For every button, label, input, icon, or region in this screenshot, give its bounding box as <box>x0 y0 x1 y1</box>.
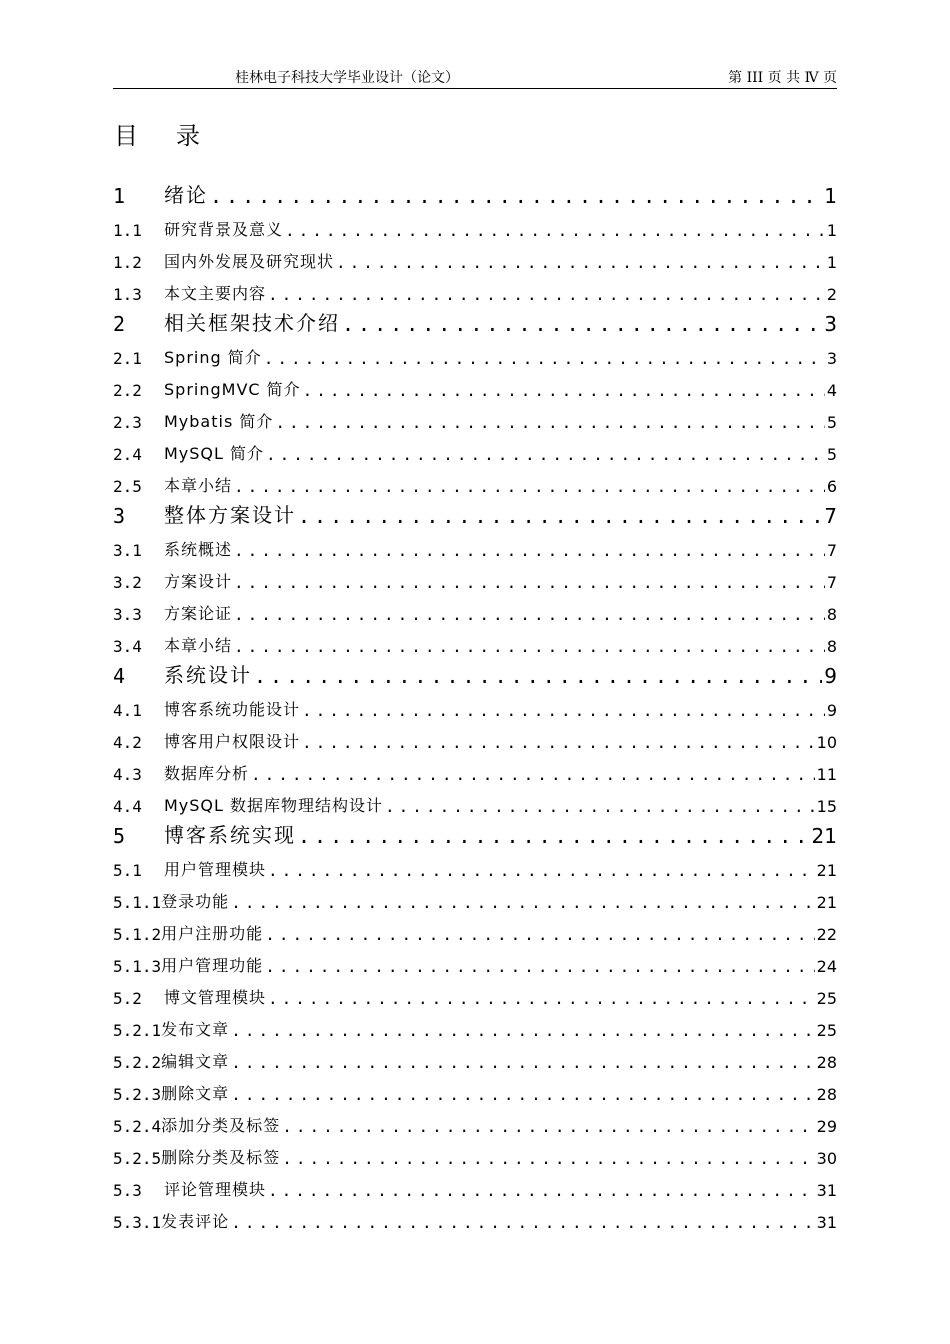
toc-entry-page: 10 <box>816 733 837 752</box>
toc-entry-page: 7 <box>826 573 837 592</box>
toc-entry-page: 28 <box>816 1085 837 1104</box>
toc-entry[interactable] <box>113 212 837 244</box>
toc-entry-title: 本章小结 <box>164 476 233 495</box>
toc-entry-number: 1.1 <box>113 221 142 240</box>
toc-entry-title: 整体方案设计 <box>164 503 296 527</box>
toc-entry[interactable] <box>113 852 837 884</box>
toc-entry-page: 3 <box>824 312 837 336</box>
toc-entry[interactable] <box>113 916 837 948</box>
toc-dot-leader <box>302 701 825 724</box>
toc-entry[interactable] <box>113 564 837 596</box>
toc-entry[interactable] <box>113 1012 837 1044</box>
toc-dot-leader <box>231 1085 814 1108</box>
toc-entry-title: 本章小结 <box>164 636 233 655</box>
toc-entry-page: 7 <box>826 541 837 560</box>
toc-entry-number: 2.2 <box>113 381 142 400</box>
toc-entry-number: 1 <box>113 184 126 208</box>
toc-dot-leader <box>282 1117 814 1140</box>
toc-entry-number: 5.1.1 <box>113 893 162 912</box>
toc-entry[interactable] <box>113 436 837 468</box>
toc-entry-number: 1.3 <box>113 285 142 304</box>
toc-entry-page: 31 <box>816 1181 837 1200</box>
toc-entry-number: 5.3 <box>113 1181 142 1200</box>
toc-dot-leader <box>265 925 814 948</box>
toc-entry[interactable] <box>113 660 837 692</box>
toc-dot-leader <box>298 824 810 852</box>
toc-dot-leader <box>265 957 814 980</box>
toc-entry-number: 5.1.3 <box>113 957 162 976</box>
toc-entry-page: 8 <box>826 637 837 656</box>
toc-dot-leader <box>282 1149 814 1172</box>
toc-entry[interactable] <box>113 724 837 756</box>
toc-heading: 目录 <box>114 122 238 150</box>
toc-entry-title: 方案论证 <box>164 604 233 623</box>
table-of-contents <box>113 180 837 1236</box>
toc-entry-page: 8 <box>826 605 837 624</box>
toc-entry-number: 3.4 <box>113 637 142 656</box>
toc-entry-number: 5.2.5 <box>113 1149 162 1168</box>
toc-entry-title: 用户管理功能 <box>161 956 264 975</box>
toc-entry-number: 3.3 <box>113 605 142 624</box>
toc-entry-page: 21 <box>811 824 837 848</box>
toc-entry-number: 5 <box>113 824 126 848</box>
toc-dot-leader <box>234 637 825 660</box>
toc-entry-page: 1 <box>824 184 837 208</box>
toc-entry-title: 相关框架技术介绍 <box>164 311 340 335</box>
toc-entry-title: 博客用户权限设计 <box>164 732 301 751</box>
toc-entry-title: 绪论 <box>164 183 208 207</box>
page-header <box>113 66 837 89</box>
toc-entry[interactable] <box>113 404 837 436</box>
toc-dot-leader <box>268 989 815 1012</box>
toc-entry-title: Mybatis 简介 <box>164 412 274 431</box>
toc-entry[interactable] <box>113 980 837 1012</box>
toc-entry-page: 25 <box>816 989 837 1008</box>
toc-dot-leader <box>302 733 815 756</box>
toc-entry[interactable] <box>113 756 837 788</box>
toc-entry[interactable] <box>113 1108 837 1140</box>
toc-dot-leader <box>254 664 822 692</box>
toc-entry-number: 1.2 <box>113 253 142 272</box>
toc-entry[interactable] <box>113 532 837 564</box>
toc-entry-title: 国内外发展及研究现状 <box>164 252 335 271</box>
toc-entry[interactable] <box>113 1044 837 1076</box>
toc-entry-page: 5 <box>826 413 837 432</box>
toc-dot-leader <box>231 1021 814 1044</box>
toc-entry[interactable] <box>113 884 837 916</box>
toc-entry-page: 24 <box>816 957 837 976</box>
toc-entry[interactable] <box>113 820 837 852</box>
toc-entry-page: 1 <box>826 221 837 240</box>
toc-entry[interactable] <box>113 692 837 724</box>
toc-dot-leader <box>385 797 815 820</box>
toc-entry-page: 7 <box>824 504 837 528</box>
toc-entry-number: 4.4 <box>113 797 142 816</box>
toc-entry-page: 11 <box>816 765 837 784</box>
toc-dot-leader <box>210 184 822 212</box>
toc-dot-leader <box>275 413 824 436</box>
toc-entry[interactable] <box>113 468 837 500</box>
toc-entry-number: 5.2.4 <box>113 1117 162 1136</box>
toc-dot-leader <box>251 765 815 788</box>
toc-entry-title: MySQL 数据库物理结构设计 <box>164 796 384 815</box>
toc-entry[interactable] <box>113 1140 837 1172</box>
toc-dot-leader <box>285 221 825 244</box>
toc-dot-leader <box>231 1213 814 1236</box>
toc-entry-number: 5.2.3 <box>113 1085 162 1104</box>
toc-entry-page: 15 <box>816 797 837 816</box>
toc-dot-leader <box>268 1181 815 1204</box>
toc-entry[interactable] <box>113 180 837 212</box>
toc-entry-title: 博客系统功能设计 <box>164 700 301 719</box>
toc-entry-page: 28 <box>816 1053 837 1072</box>
toc-entry-page: 9 <box>824 664 837 688</box>
toc-dot-leader <box>268 285 825 308</box>
toc-entry-number: 5.2.2 <box>113 1053 162 1072</box>
toc-entry-title: 系统概述 <box>164 540 233 559</box>
toc-entry-page: 29 <box>816 1117 837 1136</box>
toc-entry-title: 研究背景及意义 <box>164 220 284 239</box>
header-title: 桂林电子科技大学毕业设计（论文） <box>235 70 459 86</box>
toc-entry-number: 5.1 <box>113 861 142 880</box>
toc-entry-title: 编辑文章 <box>161 1052 230 1071</box>
toc-dot-leader <box>298 504 822 532</box>
toc-entry-title: 博文管理模块 <box>164 988 267 1007</box>
toc-entry-page: 2 <box>826 285 837 304</box>
toc-entry-page: 21 <box>816 893 837 912</box>
toc-entry-title: 发表评论 <box>161 1212 230 1231</box>
toc-entry-title: 发布文章 <box>161 1020 230 1039</box>
toc-entry-title: MySQL 简介 <box>164 444 265 463</box>
toc-entry-number: 5.1.2 <box>113 925 162 944</box>
toc-entry[interactable] <box>113 788 837 820</box>
toc-entry-number: 4 <box>113 664 126 688</box>
toc-entry[interactable] <box>113 372 837 404</box>
toc-entry-number: 5.2.1 <box>113 1021 162 1040</box>
toc-entry-number: 2.4 <box>113 445 142 464</box>
toc-entry-title: 评论管理模块 <box>164 1180 267 1199</box>
toc-entry-page: 3 <box>826 349 837 368</box>
toc-entry-number: 2.3 <box>113 413 142 432</box>
toc-entry-page: 31 <box>816 1213 837 1232</box>
toc-entry-title: 用户注册功能 <box>161 924 264 943</box>
toc-entry-page: 1 <box>826 253 837 272</box>
toc-dot-leader <box>234 477 825 500</box>
toc-dot-leader <box>342 312 822 340</box>
toc-entry-number: 5.2 <box>113 989 142 1008</box>
toc-entry-number: 3.1 <box>113 541 142 560</box>
toc-entry-page: 25 <box>816 1021 837 1040</box>
toc-dot-leader <box>231 1053 814 1076</box>
toc-entry-page: 22 <box>816 925 837 944</box>
toc-entry-title: 博客系统实现 <box>164 823 296 847</box>
toc-entry-number: 4.3 <box>113 765 142 784</box>
toc-entry-title: 数据库分析 <box>164 764 250 783</box>
toc-entry-number: 4.2 <box>113 733 142 752</box>
toc-entry-title: SpringMVC 简介 <box>164 380 301 399</box>
toc-entry[interactable] <box>113 500 837 532</box>
toc-entry-page: 5 <box>826 445 837 464</box>
toc-entry-title: 删除分类及标签 <box>161 1148 281 1167</box>
toc-entry-title: 登录功能 <box>161 892 230 911</box>
toc-entry-number: 2.1 <box>113 349 142 368</box>
toc-entry-page: 4 <box>826 381 837 400</box>
toc-dot-leader <box>231 893 814 916</box>
toc-entry-number: 3 <box>113 504 126 528</box>
toc-entry[interactable] <box>113 948 837 980</box>
toc-dot-leader <box>303 381 825 404</box>
toc-dot-leader <box>336 253 825 276</box>
toc-dot-leader <box>264 349 825 372</box>
toc-entry-title: 用户管理模块 <box>164 860 267 879</box>
toc-entry-page: 9 <box>826 701 837 720</box>
toc-entry[interactable] <box>113 340 837 372</box>
toc-entry[interactable] <box>113 1172 837 1204</box>
toc-entry[interactable] <box>113 244 837 276</box>
toc-entry[interactable] <box>113 1076 837 1108</box>
toc-dot-leader <box>268 861 815 884</box>
toc-entry-number: 4.1 <box>113 701 142 720</box>
toc-entry-title: 本文主要内容 <box>164 284 267 303</box>
toc-entry-number: 3.2 <box>113 573 142 592</box>
toc-dot-leader <box>234 605 825 628</box>
toc-entry-number: 2 <box>113 312 126 336</box>
toc-entry-title: Spring 简介 <box>164 348 262 367</box>
toc-entry-page: 21 <box>816 861 837 880</box>
toc-entry[interactable] <box>113 596 837 628</box>
toc-entry-number: 5.3.1 <box>113 1213 162 1232</box>
header-page-indicator: 第 III 页 共 Ⅳ 页 <box>728 70 837 86</box>
toc-entry-number: 2.5 <box>113 477 142 496</box>
toc-entry-page: 30 <box>816 1149 837 1168</box>
toc-dot-leader <box>234 573 825 596</box>
toc-entry-title: 方案设计 <box>164 572 233 591</box>
toc-entry[interactable] <box>113 308 837 340</box>
toc-entry[interactable] <box>113 276 837 308</box>
toc-entry-page: 6 <box>826 477 837 496</box>
toc-dot-leader <box>234 541 825 564</box>
toc-entry[interactable] <box>113 628 837 660</box>
toc-entry[interactable] <box>113 1204 837 1236</box>
toc-entry-title: 添加分类及标签 <box>161 1116 281 1135</box>
toc-entry-title: 系统设计 <box>164 663 252 687</box>
toc-entry-title: 删除文章 <box>161 1084 230 1103</box>
toc-dot-leader <box>266 445 825 468</box>
